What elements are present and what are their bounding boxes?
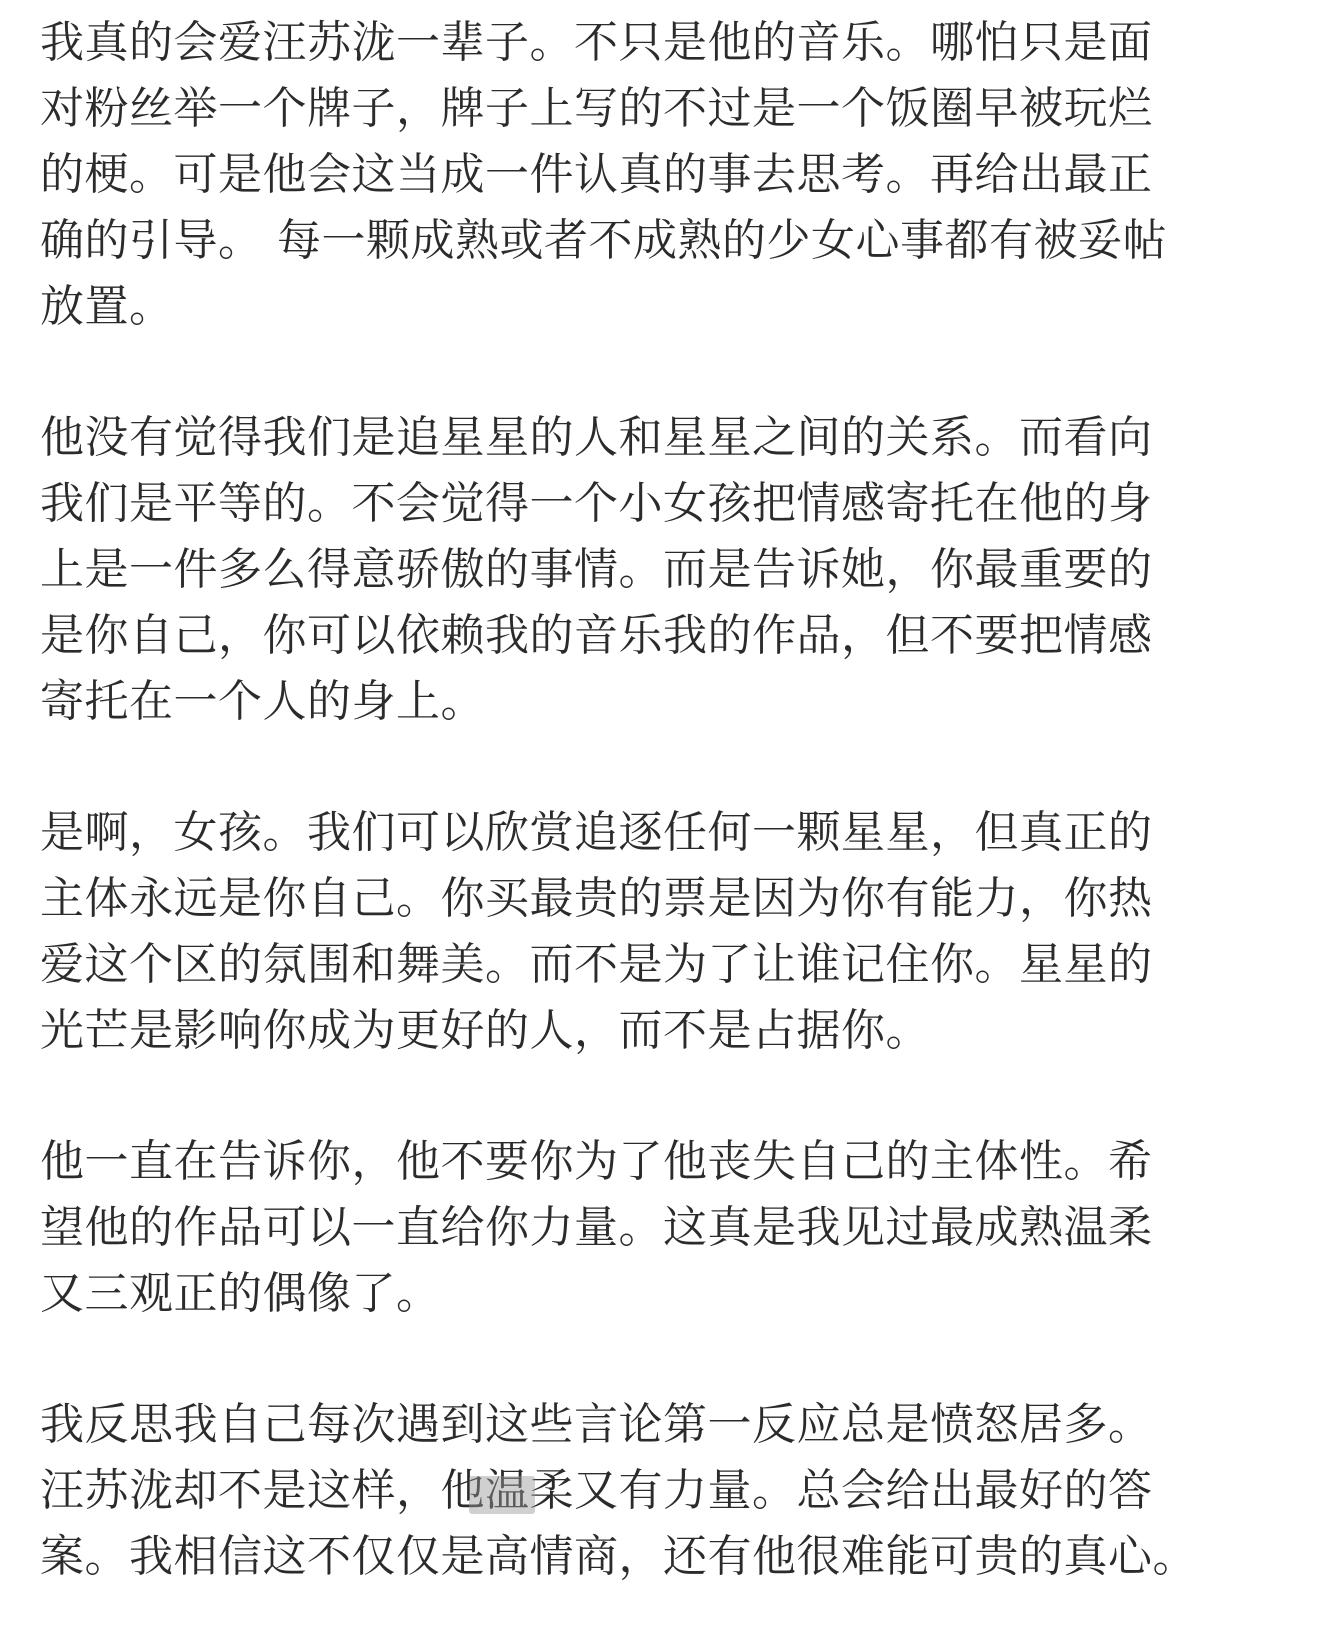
article-body xyxy=(40,10,1280,1590)
paragraph-3: 是啊，女孩。我们可以欣赏追逐任何一颗星星，但真正的 主体永远是你自己。你买最贵的票是因为你有能力，你热 爱这个区的氛围和舞美。而不是为了让谁记住你。星星的 光芒是影响你成为更好的人，而不是占据你。 xyxy=(40,807,1153,1056)
paragraph-1: 我真的会爱汪苏泷一辈子。不只是他的音乐。哪怕只是面 对粉丝举一个牌子，牌子上写的不过是一个饭圈早被玩烂 的梗。可是他会这当成一件认真的事去思考。再给出最正 确的引导。 每一颗成熟或者不成熟的少女心事都有被妥帖 放置。 xyxy=(40,17,1167,332)
paragraph-4: 他一直在告诉你，他不要你为了他丧失自己的主体性。希 望他的作品可以一直给你力量。这真是我见过最成熟温柔 又三观正的偶像了。 xyxy=(40,1136,1153,1319)
paragraph-5: 我反思我自己每次遇到这些言论第一反应总是愤怒居多。 汪苏泷却不是这样，他温柔又有力量。总会给出最好的答 案。我相信这不仅仅是高情商，还有他很难能可贵的真心。 xyxy=(40,1399,1197,1582)
watermark-overlay xyxy=(469,1476,535,1514)
paragraph-2: 他没有觉得我们是追星星的人和星星之间的关系。而看向 我们是平等的。不会觉得一个小女孩把情感寄托在他的身 上是一件多么得意骄傲的事情。而是告诉她，你最重要的 是你自己，你可以依赖我的音乐我的作品，但不要把情感 寄托在一个人的身上。 xyxy=(40,412,1153,727)
